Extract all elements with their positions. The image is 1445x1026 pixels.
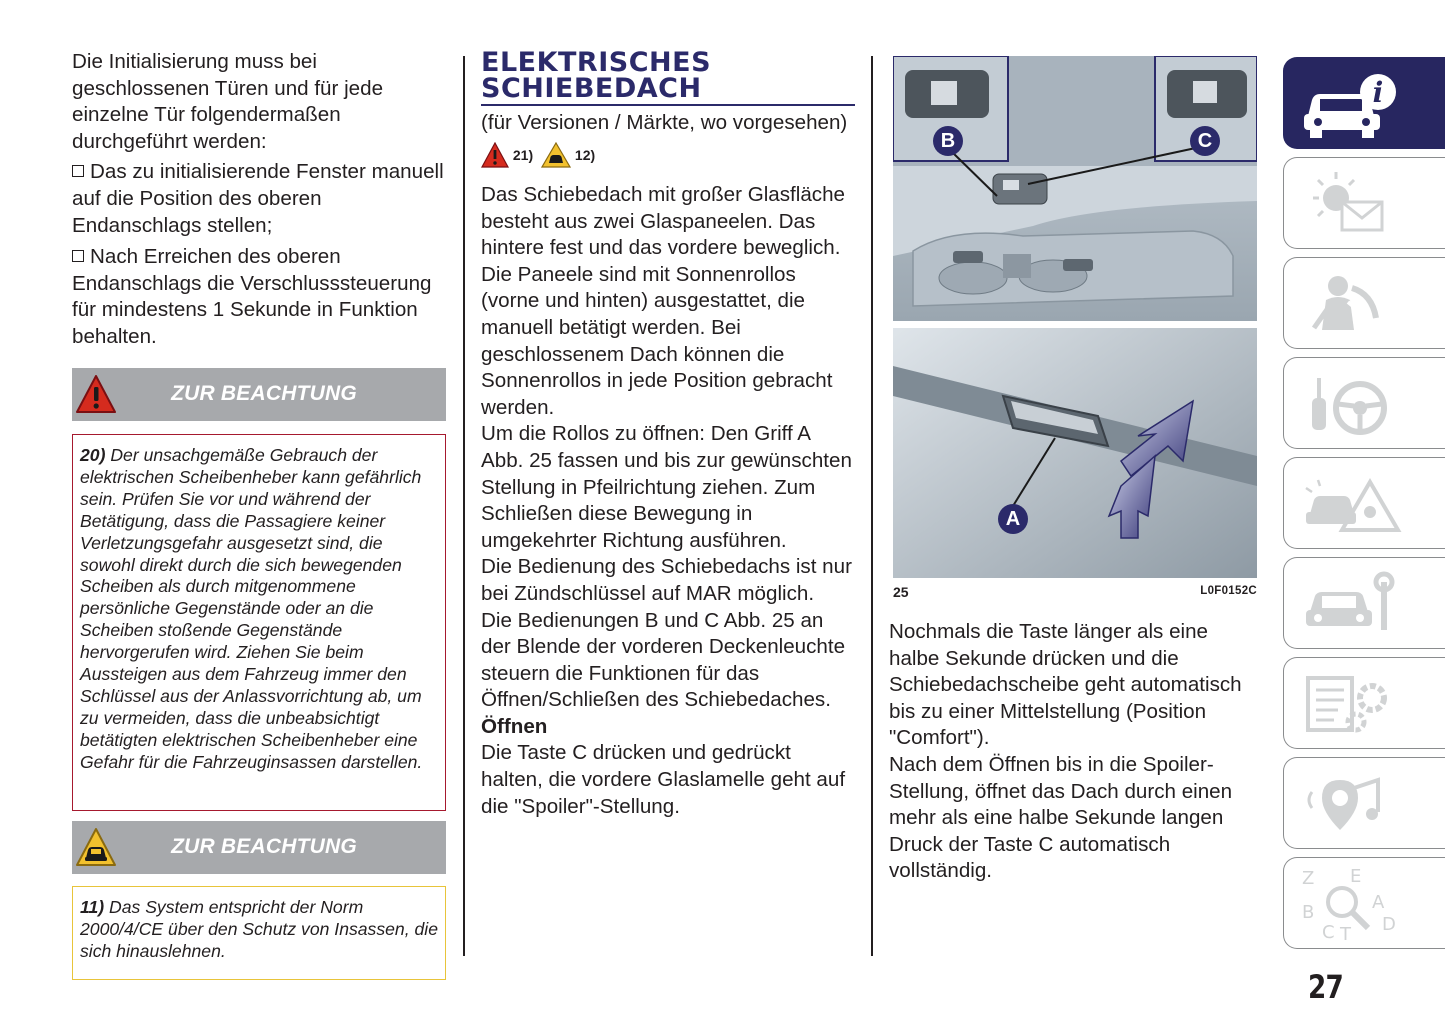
right-column <box>889 619 1261 885</box>
column-separator-left <box>463 56 465 956</box>
label-c: C <box>1190 126 1220 156</box>
paragraph: Um die Rollos zu öffnen: Den Griff A Abb. 25 fassen und bis zur gewünschten Stellung in Pfeilrichtung ziehen. Zum Schließen diese Bewegung in umgekehrter Richtung ausführen. <box>481 422 852 552</box>
checkbox-bullet-icon <box>72 250 84 262</box>
section-subtitle: (für Versionen / Märkte, wo vorgesehen) <box>481 111 848 134</box>
technical-data-icon <box>1298 668 1418 740</box>
svg-text:C: C <box>1322 922 1335 940</box>
svg-text:T: T <box>1340 924 1351 940</box>
subheading: Öffnen <box>481 714 548 738</box>
svg-text:D: D <box>1382 914 1396 935</box>
warning-text: 20) Der unsachgemäße Gebrauch der elektrischen Scheibenheber kann gefährlich sein. Prüfen Sie vor und während der Betätigung, dass die Passagiere keiner Verletzungsgefahr ausgesetzt sind, die sowohl direkt durch die sich bewegenden Scheiben als durch mitgenommene persönliche Gegenstände oder an die Scheiben stoßende Gegenstände hervorgerufen wird. Ziehen Sie beim Aussteigen aus dem Fahrzeug immer den Schlüssel aus der Anlassvorrichtung ab, um zu vermeiden, dass die unbeabsichtigt betätigten elektrischen Scheibenheber eine Gefahr für die Fahrzeuginsassen darstellen. <box>80 445 423 772</box>
airbag-safety-icon <box>1298 268 1418 340</box>
index-search-icon <box>1298 868 1418 940</box>
warning-box-red <box>72 434 446 811</box>
warning-triangle-red-icon <box>481 142 509 168</box>
paragraph: Nach dem Öffnen bis in die Spoiler-Stellung, öffnet das Dach durch einen mehr als eine halbe Sekunde langen Druck der Taste C automatisch vollständig. <box>889 752 1233 883</box>
warning-title: ZUR BEACHTUNG <box>171 382 357 405</box>
section-title: ELEKTRISCHES SCHIEBEDACH <box>481 50 855 106</box>
left-column <box>72 49 450 351</box>
tab-starting-driving[interactable] <box>1283 357 1445 449</box>
warning-text: 11) Das System entspricht der Norm 2000/4/CE über den Schutz von Insassen, die sich hinauslehnen. <box>80 897 438 961</box>
tab-maintenance[interactable] <box>1283 557 1445 649</box>
caution-car-yellow-icon <box>541 142 571 168</box>
warning-box-yellow <box>72 886 446 980</box>
key-steering-icon <box>1298 368 1418 440</box>
sunroof-illustration <box>893 56 1257 578</box>
tab-technical-data[interactable] <box>1283 657 1445 749</box>
maintenance-icon <box>1298 568 1418 640</box>
figure-number: 25 <box>893 584 909 600</box>
middle-column <box>481 182 856 820</box>
breakdown-icon <box>1298 468 1418 540</box>
warning-header-red <box>72 368 446 421</box>
tab-warning-lights[interactable] <box>1283 157 1445 249</box>
svg-text:E: E <box>1350 868 1362 887</box>
paragraph: Die Taste C drücken und gedrückt halten, die vordere Glaslamelle geht auf die "Spoiler"-Stellung. <box>481 741 846 818</box>
bullet-item: Das zu initialisierende Fenster manuell auf die Position des oberen Endanschlags stellen; <box>72 160 444 237</box>
paragraph: Die Bedienung des Schiebedachs ist nur bei Zündschlüssel auf MAR möglich. <box>481 555 852 605</box>
label-a: A <box>998 504 1028 534</box>
label-b: B <box>933 126 963 156</box>
car-info-icon <box>1298 68 1418 140</box>
svg-text:i: i <box>1372 76 1384 109</box>
bullet-item: Nach Erreichen des oberen Endanschlags die Verschlusssteuerung für mindestens 1 Sekunde in Funktion behalten. <box>72 245 432 348</box>
tab-index[interactable] <box>1283 857 1445 949</box>
figure-code: L0F0152C <box>1200 585 1257 597</box>
intro-paragraph: Die Initialisierung muss bei geschlossenen Türen und für jede einzelne Tür folgendermaßen durchgeführt werden: <box>72 50 384 153</box>
warning-title: ZUR BEACHTUNG <box>171 835 357 858</box>
column-separator-right <box>871 56 873 956</box>
tab-multimedia[interactable] <box>1283 757 1445 849</box>
ref-yellow: 12) <box>574 147 596 163</box>
warning-references <box>481 142 595 172</box>
page-number: 27 <box>1308 968 1343 1006</box>
multimedia-icon <box>1298 768 1418 840</box>
tab-car-info[interactable] <box>1283 57 1445 149</box>
paragraph: Nochmals die Taste länger als eine halbe Sekunde drücken und die Schiebedachscheibe geht automatisch bis zu einer Mittelstellung (Position "Comfort"). <box>889 620 1242 750</box>
tab-safety[interactable] <box>1283 257 1445 349</box>
warning-lights-icon <box>1298 168 1418 240</box>
warning-header-yellow <box>72 821 446 874</box>
paragraph: Die Bedienungen B und C Abb. 25 an der Blende der vorderen Deckenleuchte steuern die Funktionen für das Öffnen/Schließen des Schiebedaches. <box>481 608 846 712</box>
svg-text:Z: Z <box>1302 868 1315 889</box>
tab-emergency[interactable] <box>1283 457 1445 549</box>
svg-text:A: A <box>1372 892 1385 913</box>
checkbox-bullet-icon <box>72 165 84 177</box>
ref-red: 21) <box>512 147 534 163</box>
svg-text:B: B <box>1302 902 1315 923</box>
paragraph: Das Schiebedach mit großer Glasfläche besteht aus zwei Glaspaneelen. Das hintere fest und das vordere beweglich. Die Paneele sind mit Sonnenrollos (vorne und hinten) ausgestattet, die manuell betätigt werden. Bei geschlossenem Dach können die Sonnenrollos in jede Position gebracht werden. <box>481 183 845 419</box>
